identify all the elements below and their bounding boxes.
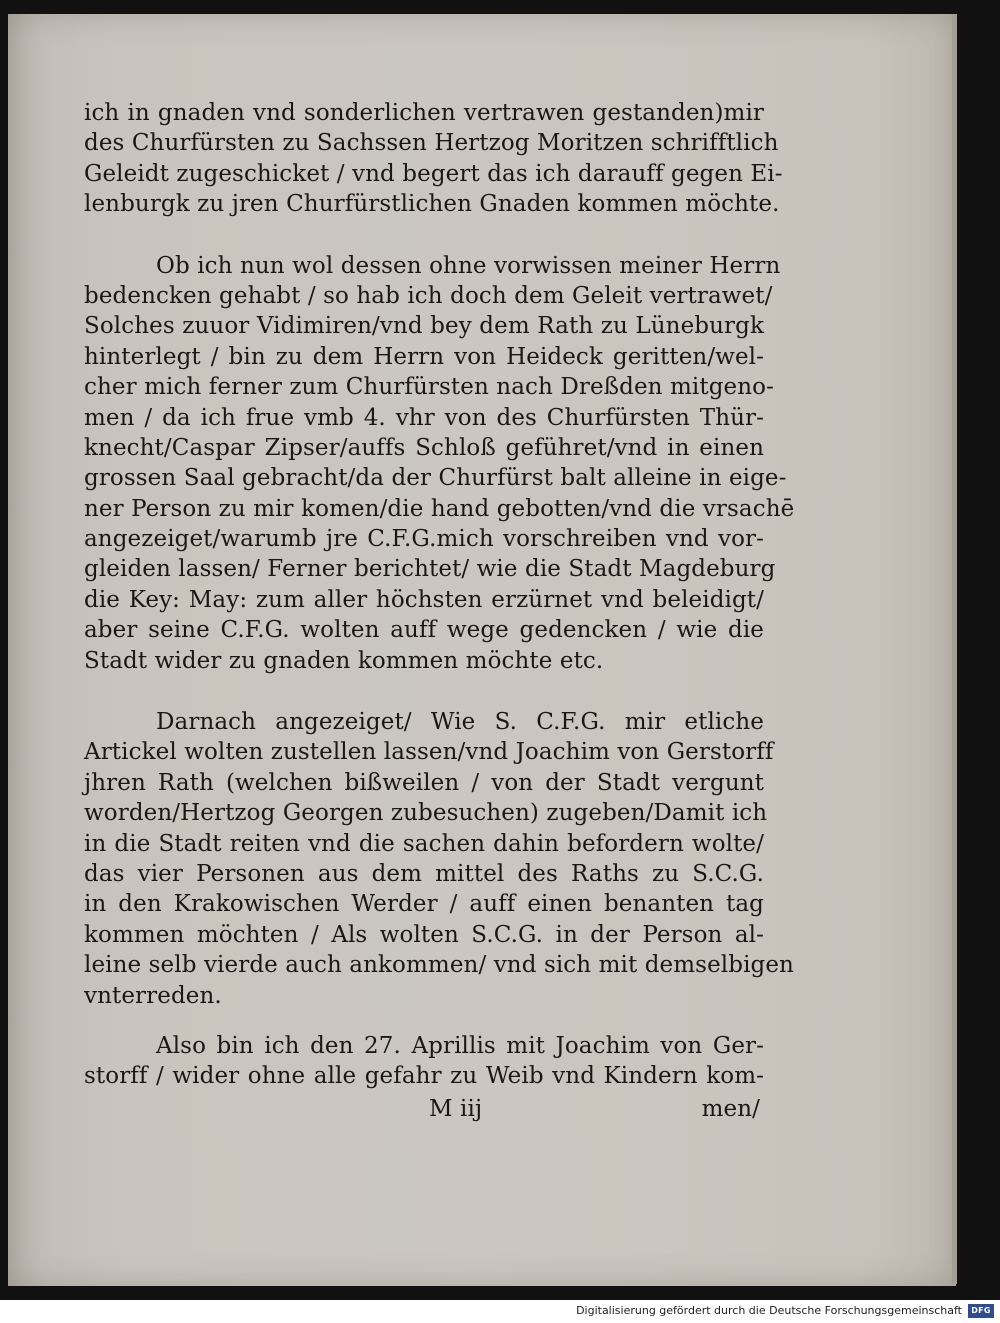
page-edge — [952, 14, 957, 1284]
text-line: kommen möchten / Als wolten S.C.G. in der Person al- — [84, 921, 764, 948]
text-line: Geleidt zugeschicket / vnd begert das ich darauff gegen Ei- — [84, 160, 783, 187]
paragraph-4 — [84, 1031, 764, 1092]
text-line: men / da ich frue vmb 4. vhr von des Churfürsten Thür- — [84, 404, 764, 431]
text-line: in den Krakowischen Werder / auff einen benanten tag — [84, 891, 764, 918]
page-text — [84, 98, 795, 1126]
text-line: Artickel wolten zustellen lassen/vnd Joachim von Gerstorff — [84, 739, 774, 766]
paragraph-1 — [84, 98, 783, 220]
credit-bar — [0, 1300, 1000, 1323]
text-line: ich in gnaden vnd sonderlichen vertrawen gestanden)mir — [84, 100, 764, 126]
catchword: men/ — [701, 1095, 760, 1122]
text-line: storff / wider ohne alle gefahr zu Weib vnd Kindern kom- — [84, 1063, 764, 1090]
text-line: Solches zuuor Vidimiren/vnd bey dem Rath zu Lüneburgk — [84, 313, 764, 340]
text-line: ner Person zu mir komen/die hand gebotten/vnd die vrsachē — [84, 495, 795, 522]
dfg-logo-icon: DFG — [968, 1304, 994, 1318]
text-line: aber seine C.F.G. wolten auff wege gedencken / wie die — [84, 617, 764, 644]
text-line: das vier Personen aus dem mittel des Raths zu S.C.G. — [84, 860, 764, 887]
text-line: Also bin ich den 27. Aprillis mit Joachim von Ger- — [156, 1032, 764, 1059]
text-line: worden/Hertzog Georgen zubesuchen) zugeben/Damit ich — [84, 800, 768, 827]
paragraph-2 — [84, 251, 795, 676]
paragraph-gap — [84, 220, 764, 251]
text-line: gleiden lassen/ Ferner berichtet/ wie die Stadt Magdeburg — [84, 556, 776, 583]
text-line: cher mich ferner zum Churfürsten nach Dreßden mitgeno- — [84, 374, 774, 401]
text-line: leine selb vierde auch ankommen/ vnd sich mit demselbigen — [84, 952, 794, 979]
text-line: angezeiget/warumb jre C.F.G.mich vorschreiben vnd vor- — [84, 526, 764, 553]
signature-mark: M iij — [429, 1095, 483, 1122]
text-line: jhren Rath (welchen bißweilen / von der Stadt vergunt — [84, 769, 764, 796]
text-line: knecht/Caspar Zipser/auffs Schloß geführet/vnd in einen — [84, 434, 764, 461]
paragraph-gap — [84, 1011, 764, 1031]
text-line: vnterreden. — [84, 982, 222, 1009]
paragraph-gap — [84, 676, 764, 707]
text-line: die Key: May: zum aller höchsten erzürnet vnd beleidigt/ — [84, 586, 764, 613]
funding-credit: Digitalisierung gefördert durch die Deutsche Forschungsgemeinschaft — [576, 1304, 962, 1317]
text-line: Ob ich nun wol dessen ohne vorwissen meiner Herrn — [156, 252, 781, 279]
paragraph-3 — [84, 707, 794, 1011]
page-footer-line — [84, 1092, 764, 1126]
text-line: Darnach angezeiget/ Wie S. C.F.G. mir etliche — [156, 709, 764, 736]
text-line: bedencken gehabt / so hab ich doch dem Geleit vertrawet/ — [84, 282, 773, 309]
text-line: Stadt wider zu gnaden kommen möchte etc. — [84, 647, 604, 674]
book-page — [8, 14, 956, 1286]
text-line: grossen Saal gebracht/da der Churfürst balt alleine in eige- — [84, 465, 787, 492]
text-line: des Churfürsten zu Sachssen Hertzog Moritzen schrifftlich — [84, 130, 779, 157]
text-line: hinterlegt / bin zu dem Herrn von Heideck geritten/wel- — [84, 343, 764, 370]
text-line: lenburgk zu jren Churfürstlichen Gnaden kommen möchte. — [84, 191, 780, 218]
text-line: in die Stadt reiten vnd die sachen dahin befordern wolte/ — [84, 830, 764, 857]
